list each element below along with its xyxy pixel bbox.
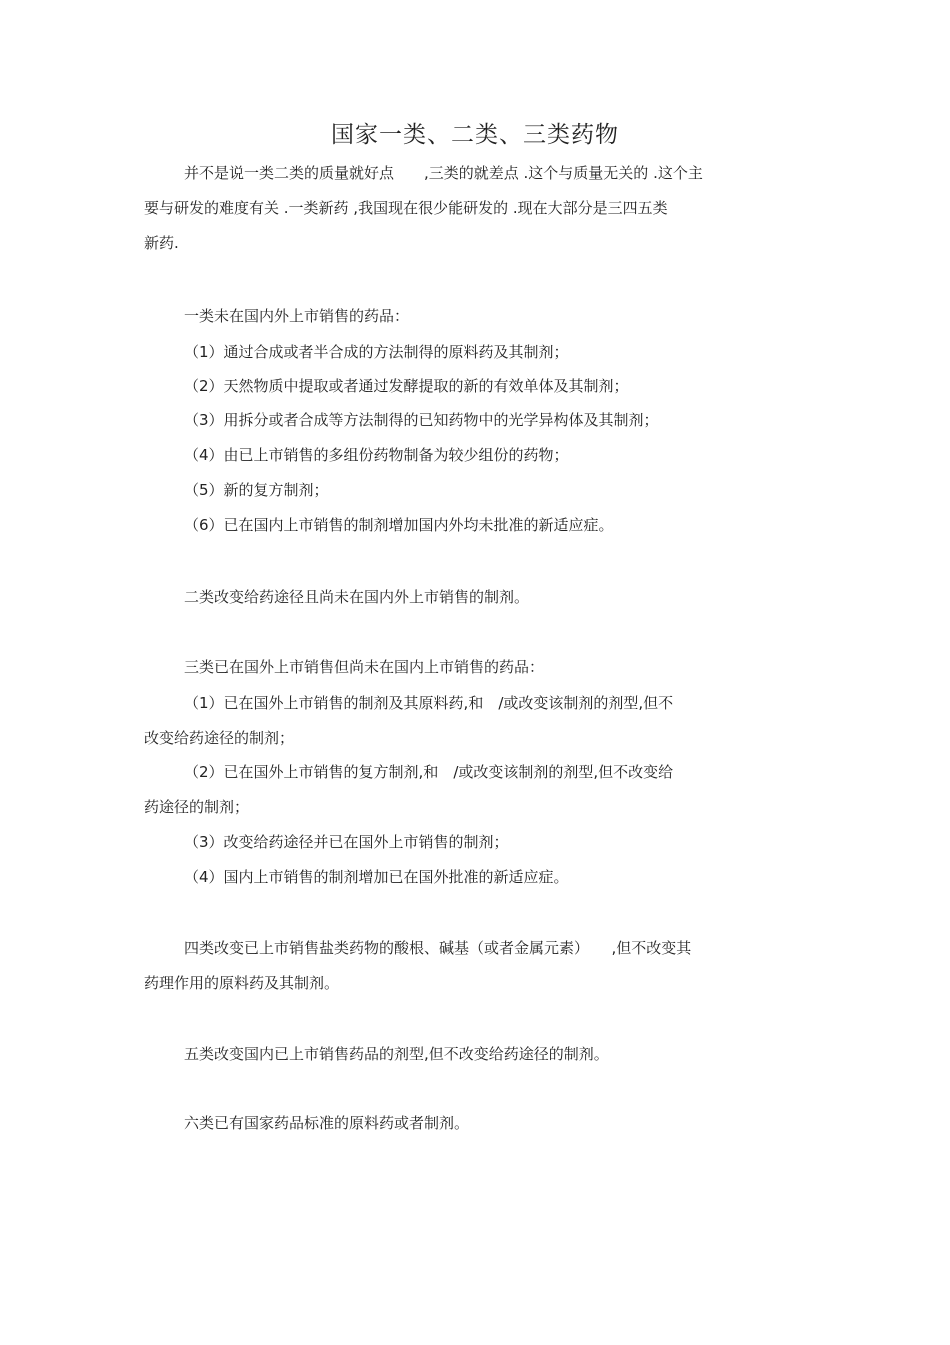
intro-line-1: 并不是说一类二类的质量就好点 ,三类的就差点 .这个与质量无关的 .这个主 bbox=[184, 164, 703, 182]
class1-item: （3）用拆分或者合成等方法制得的已知药物中的光学异构体及其制剂； bbox=[184, 411, 659, 429]
class1-item: （5）新的复方制剂； bbox=[184, 481, 329, 499]
page-title: 国家一类、二类、三类药物 bbox=[331, 122, 619, 148]
class3-line: 药途径的制剂； bbox=[144, 798, 250, 816]
class4-line-1: 四类改变已上市销售盐类药物的酸根、碱基（或者金属元素） ,但不改变其 bbox=[184, 939, 692, 957]
class1-heading: 一类未在国内外上市销售的药品： bbox=[184, 307, 410, 325]
intro-line-2: 要与研发的难度有关 .一类新药 ,我国现在很少能研发的 .现在大部分是三四五类 bbox=[144, 199, 668, 217]
class1-item: （2）天然物质中提取或者通过发酵提取的新的有效单体及其制剂； bbox=[184, 377, 629, 395]
class1-item: （1）通过合成或者半合成的方法制得的原料药及其制剂； bbox=[184, 343, 569, 361]
class3-line: （1）已在国外上市销售的制剂及其原料药,和 /或改变该制剂的剂型,但不 bbox=[184, 694, 674, 712]
intro-line-3: 新药. bbox=[144, 234, 179, 252]
class2-text: 二类改变给药途径且尚未在国内外上市销售的制剂。 bbox=[184, 588, 530, 606]
class3-line: （3）改变给药途径并已在国外上市销售的制剂； bbox=[184, 833, 509, 851]
class6-text: 六类已有国家药品标准的原料药或者制剂。 bbox=[184, 1114, 470, 1132]
class1-item: （4）由已上市销售的多组份药物制备为较少组份的药物； bbox=[184, 446, 569, 464]
class1-item: （6）已在国内上市销售的制剂增加国内外均未批准的新适应症。 bbox=[184, 516, 614, 534]
class5-text: 五类改变国内已上市销售药品的剂型,但不改变给药途径的制剂。 bbox=[184, 1045, 609, 1063]
class3-heading: 三类已在国外上市销售但尚未在国内上市销售的药品： bbox=[184, 658, 545, 676]
class4-line-2: 药理作用的原料药及其制剂。 bbox=[144, 974, 340, 992]
class3-line: 改变给药途径的制剂； bbox=[144, 729, 295, 747]
class3-line: （2）已在国外上市销售的复方制剂,和 /或改变该制剂的剂型,但不改变给 bbox=[184, 763, 674, 781]
class3-line: （4）国内上市销售的制剂增加已在国外批准的新适应症。 bbox=[184, 868, 569, 886]
